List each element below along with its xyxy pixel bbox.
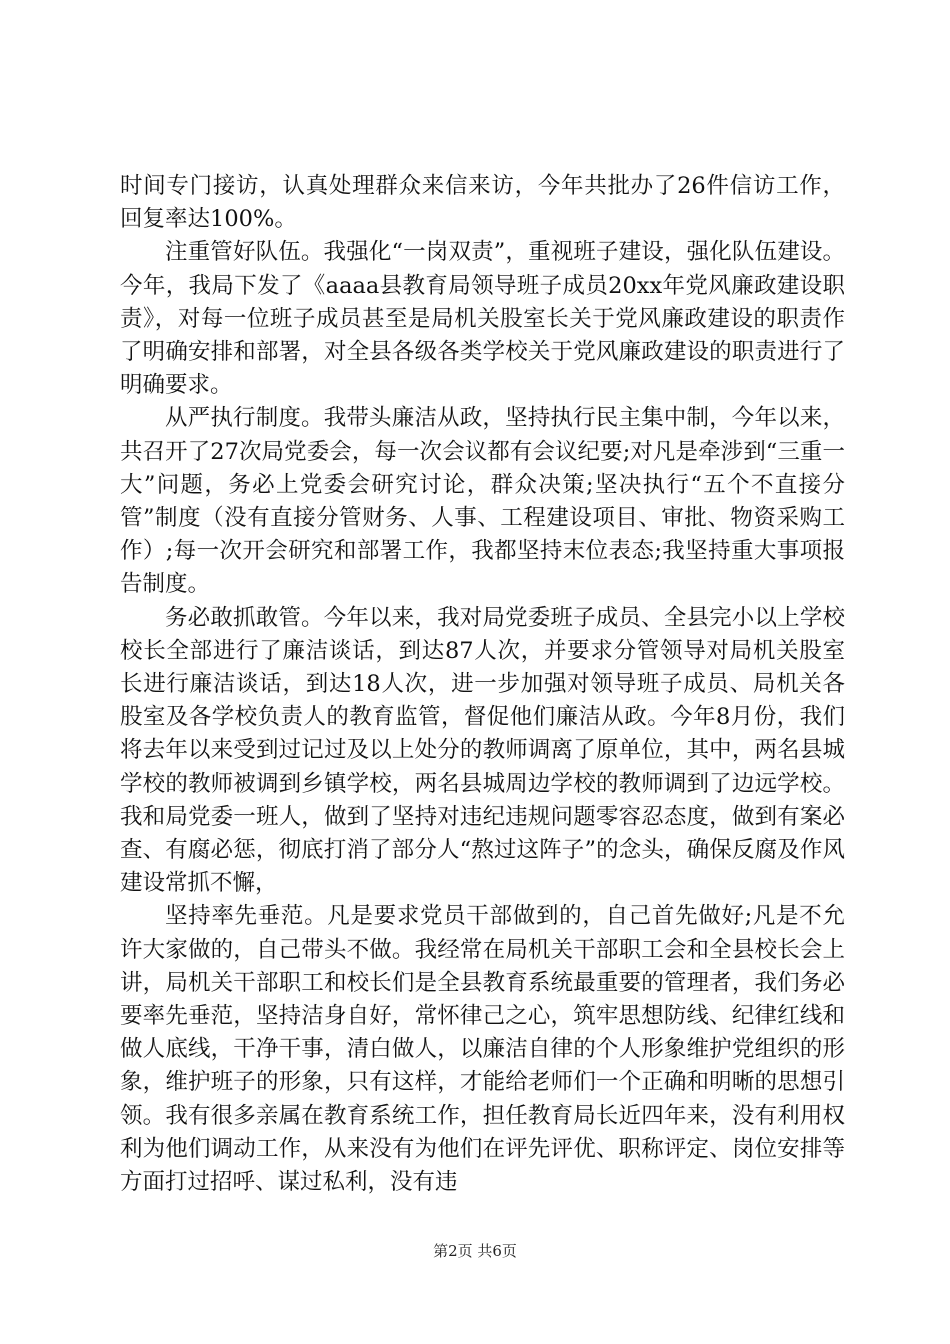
paragraph-strict-supervision: 务必敢抓敢管。今年以来，我对局党委班子成员、全县完小以上学校校长全部进行了廉洁谈话，到达87人次，并要求分管领导对局机关股室长进行廉洁谈话，到达18人次，进一步加强对领导班子成员、局机关各股室及各学校负责人的教育监管，督促他们廉洁从政。今年8月份，我们将去年以来受到过记过及以上处分的教师调离了原单位，其中，两名县城学校的教师被调到乡镇学校，两名县城周边学校的教师调到了边远学校。我和局党委一班人，做到了坚持对违纪违规问题零容忍态度，做到有案必查、有腐必惩，彻底打消了部分人“熬过这阵子”的念头，确保反腐及作风建设常抓不懈， (120, 604, 845, 897)
page-footer: 第2页 共6页 (433, 1242, 517, 1260)
paragraph-continuation: 时间专门接访，认真处理群众来信来访，今年共批办了26件信访工作，回复率达100%。 (120, 173, 845, 233)
document-body (120, 170, 845, 1199)
paragraph-system-enforcement: 从严执行制度。我带头廉洁从政，坚持执行民主集中制，今年以来，共召开了27次局党委会，每一次会议都有会议纪要;对凡是牵涉到“三重一大”问题，务必上党委会研究讨论，群众决策;坚决执行“五个不直接分管”制度（没有直接分管财务、人事、工程建设项目、审批、物资采购工作）;每一次开会研究和部署工作，我都坚持末位表态;我坚持重大事项报告制度。 (120, 405, 845, 598)
paragraph-team-management: 注重管好队伍。我强化“一岗双责”，重视班子建设，强化队伍建设。今年，我局下发了《aaaa县教育局领导班子成员20xx年党风廉政建设职责》，对每一位班子成员甚至是局机关股室长关于党风廉政建设的职责作了明确安排和部署，对全县各级各类学校关于党风廉政建设的职责进行了明确要求。 (120, 239, 845, 399)
paragraph-lead-by-example: 坚持率先垂范。凡是要求党员干部做到的，自己首先做好;凡是不允许大家做的，自己带头不做。我经常在局机关干部职工会和全县校长会上讲，局机关干部职工和校长们是全县教育系统最重要的管理者，我们务必要率先垂范，坚持洁身自好，常怀律己之心，筑牢思想防线、纪律红线和做人底线，干净干事，清白做人，以廉洁自律的个人形象维护党组织的形象，维护班子的形象，只有这样，才能给老师们一个正确和明晰的思想引领。我有很多亲属在教育系统工作，担任教育局长近四年来，没有利用权利为他们调动工作，从来没有为他们在评先评优、职称评定、岗位安排等方面打过招呼、谋过私利，没有违 (120, 903, 845, 1196)
